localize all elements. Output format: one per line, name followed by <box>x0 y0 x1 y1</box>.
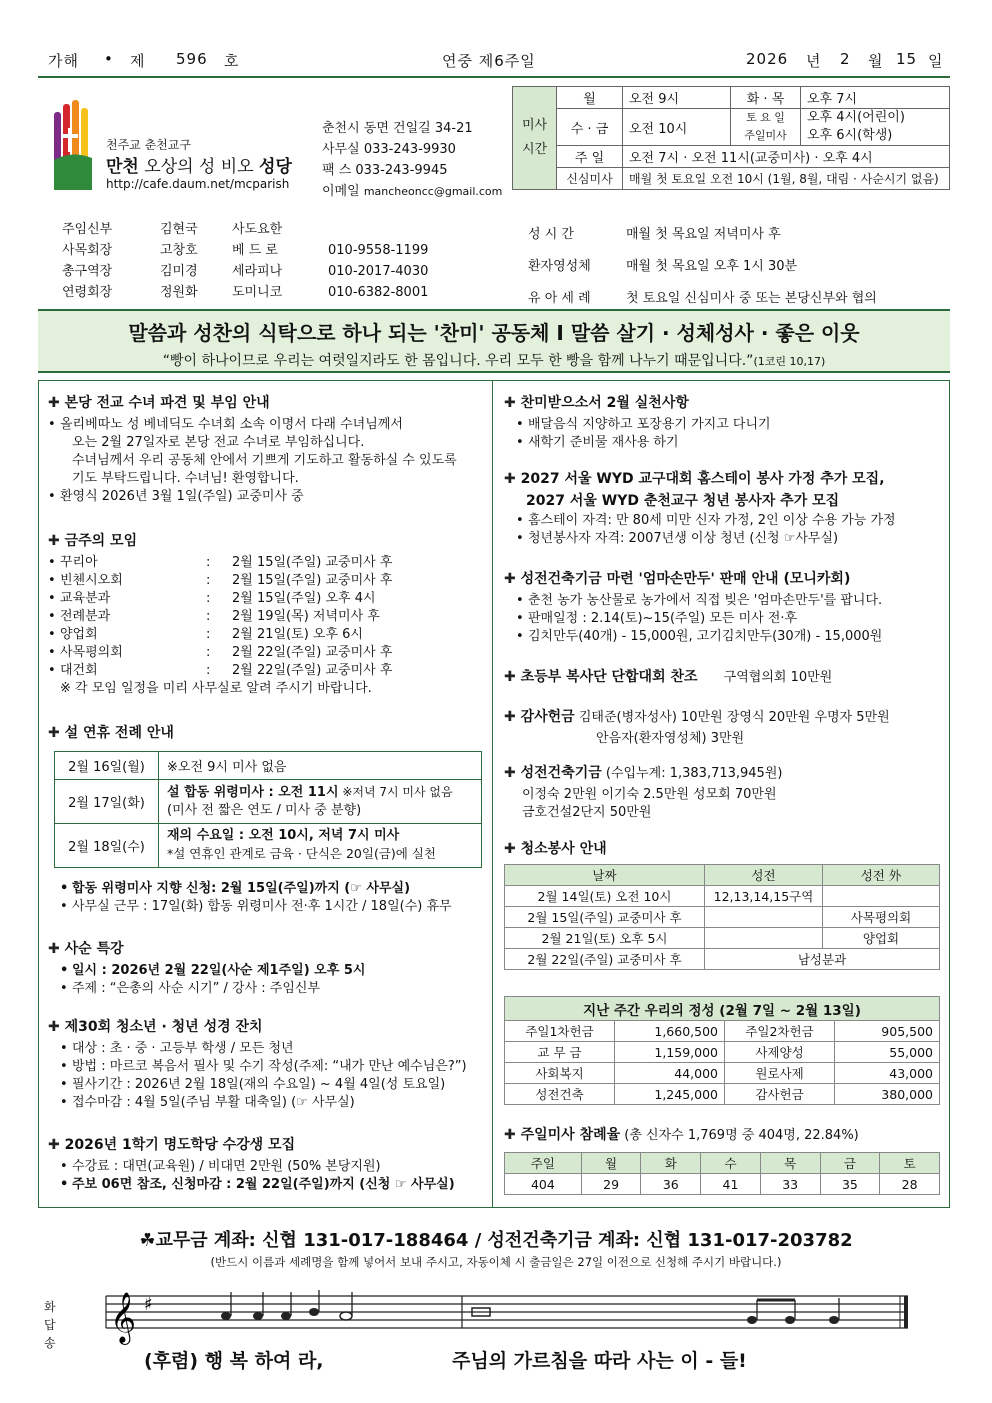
staff-role: 연령회장 <box>62 285 113 300</box>
notice-sister <box>48 394 457 506</box>
table-cell: 2월 21일(토) 오후 5시 <box>505 928 705 949</box>
fax-number: 033-243-9945 <box>355 163 448 178</box>
col-header: 금 <box>820 1153 880 1174</box>
parish-url[interactable]: http://cafe.daum.net/mcparish <box>106 177 290 191</box>
quote-ref: (1코린 10,17) <box>753 355 826 368</box>
liturgy-date: 2월 16일(월) <box>55 752 159 780</box>
offering-label: 주일2차헌금 <box>725 1021 835 1042</box>
section-title: ✚ 본당 전교 수녀 파견 및 부임 안내 <box>48 394 457 412</box>
staff-role: 주임신부 <box>62 222 113 237</box>
attendance-value: 35 <box>820 1174 880 1195</box>
list-item: • 배달음식 지양하고 포장용기 가지고 다니기 <box>516 416 771 434</box>
meeting-date: 2월 15일(주일) 교중미사 후 <box>232 555 393 570</box>
il: 일 <box>928 52 944 70</box>
motto-title: 말씀과 성찬의 식탁으로 하나 되는 '찬미' 공동체 Ⅰ 말씀 살기 · 성체성사 · 좋은 이웃 <box>128 321 860 345</box>
attendance-value: 36 <box>641 1174 701 1195</box>
attendance-summary: (총 신자수 1,769명 중 404명, 22.84%) <box>624 1128 859 1143</box>
list-item: • 올리베따노 성 베네딕도 수녀회 소속 이명서 다래 수녀님께서 <box>48 416 457 434</box>
list-item: • 환영식 2026년 3월 1일(주일) 교중미사 중 <box>48 488 457 506</box>
list-text: 오는 2월 27일자로 본당 전교 수녀로 부임하십니다. <box>72 435 365 450</box>
col-header: 토 <box>880 1153 940 1174</box>
meeting-date: 2월 21일(토) 오후 6시 <box>232 627 363 642</box>
je: 제 <box>130 52 146 70</box>
mass-day: 신심미사 <box>557 168 623 190</box>
service-label: 환자영성체 <box>528 259 591 274</box>
office-label: 사무실 <box>322 142 360 157</box>
meeting-name: 사목평의회 <box>60 645 123 660</box>
list-item: • 춘천 농가 농산물로 농가에서 직접 빚은 '엄마손만두'를 팝니다. <box>516 592 882 610</box>
staff-name: 김미경 <box>160 264 198 279</box>
meeting-name: 대건회 <box>60 663 98 678</box>
psalm-label-char: 송 <box>44 1336 56 1350</box>
cleaning-service <box>504 840 607 862</box>
issue-header <box>38 48 948 76</box>
col-header: 월 <box>581 1153 641 1174</box>
list-item: • 방법 : 마르코 복음서 필사 및 수기 작성(주제: “내가 만난 예수님은?”) <box>60 1058 467 1076</box>
parish-logo <box>52 100 94 192</box>
offering-amount: 905,500 <box>835 1021 940 1042</box>
liturgy-detail-main: 재의 수요일 : 오전 10시, 저녁 7시 미사 <box>167 828 400 843</box>
ho: 호 <box>224 52 240 70</box>
table-cell: 사목평의회 <box>823 907 940 928</box>
liturgy-table <box>54 751 482 868</box>
mass-schedule <box>512 86 950 190</box>
list-item: • 사무실 근무 : 17일(화) 합동 위령미사 전·후 1시간 / 18일(수) 휴무 <box>60 898 452 916</box>
mass-day: 토 요 일 <box>746 111 785 124</box>
meeting-note: ※ 각 모임 일정을 미리 사무실로 알려 주시기 바랍니다. <box>60 681 372 696</box>
meeting-date: 2월 22일(주일) 교중미사 후 <box>232 645 393 660</box>
section-title: ✚ 2026년 1학기 명도학당 수강생 모집 <box>48 1136 455 1154</box>
mass-time: 오전 9시 <box>623 87 731 109</box>
list-item: • 판매일정 : 2.14(토)~15(주일) 모든 미사 전·후 <box>516 610 882 628</box>
staff-role: 사목회장 <box>62 243 113 258</box>
colon: : <box>206 609 211 624</box>
attendance-value: 33 <box>760 1174 820 1195</box>
dumpling-sale <box>504 570 882 646</box>
parish-name-1: 만천 <box>106 157 139 177</box>
mass-label <box>513 87 557 190</box>
staff-phone: 010-9558-1199 <box>328 243 429 258</box>
myeongdo-school <box>48 1136 455 1194</box>
section-title: ✚ 주일미사 참례율 <box>504 1126 620 1144</box>
colon: : <box>206 663 211 678</box>
offering-title: 지난 주간 우리의 정성 (2월 7일 ~ 2월 13일) <box>505 997 940 1021</box>
thanks-offering <box>504 708 890 748</box>
col-header: 화 <box>641 1153 701 1174</box>
table-cell: 2월 22일(주일) 교중미사 후 <box>505 949 705 970</box>
lunar-new-year-liturgy <box>48 724 174 746</box>
weekly-meetings <box>48 532 392 698</box>
table-cell: 남성분과 <box>705 949 940 970</box>
staff-name: 김현국 <box>160 222 198 237</box>
church-building-fund <box>504 764 782 822</box>
services-list <box>528 219 877 315</box>
section-title: ✚ 사순 특강 <box>48 940 365 958</box>
list-item: • 김치만두(40개) - 15,000원, 고기김치만두(30개) - 15,000원 <box>516 628 882 646</box>
account-note: (반드시 이름과 세례명을 함께 넣어서 보내 주시고, 자동이체 시 출금일은 27일 이전으로 신청해 주시기 바랍니다.) <box>210 1255 782 1269</box>
staff-saint: 사도요한 <box>232 222 283 237</box>
section-title: ✚ 2027 서울 WYD 교구대회 홈스테이 봉사 가정 추가 모집, <box>504 470 896 488</box>
altar-server-donation <box>504 668 832 690</box>
offering-label: 성전건축 <box>505 1084 615 1105</box>
mass-time: 매월 첫 토요일 오전 10시 (1월, 8월, 대림 · 사순시기 없음) <box>623 168 950 190</box>
psalm-label <box>44 1298 56 1352</box>
colon: : <box>206 627 211 642</box>
attendance-value: 404 <box>505 1174 582 1195</box>
staff-phone: 010-6382-8001 <box>328 285 429 300</box>
table-cell: 2월 15일(주일) 교중미사 후 <box>505 907 705 928</box>
staff-saint: 세라피나 <box>232 264 283 279</box>
offering-label: 사제양성 <box>725 1042 835 1063</box>
table-cell <box>705 907 823 928</box>
year: 2026 <box>746 50 789 68</box>
laudato-si-practice <box>504 394 771 452</box>
staff-list <box>62 219 428 303</box>
service-value: 매월 첫 목요일 저녁미사 후 <box>626 227 781 242</box>
list-item: • 접수마감 : 4월 5일(주님 부활 대축일) (☞ 사무실) <box>60 1094 467 1112</box>
address: 춘천시 동면 건일길 34-21 <box>322 121 473 136</box>
attendance-value: 41 <box>701 1174 761 1195</box>
mass-day: 월 <box>557 87 623 109</box>
attendance-table <box>504 1152 940 1195</box>
section-title: ✚ 설 연휴 전례 안내 <box>48 724 174 742</box>
offering-amount: 380,000 <box>835 1084 940 1105</box>
table-cell: 2월 14일(토) 오전 10시 <box>505 886 705 907</box>
service-value: 첫 토요일 신심미사 중 또는 본당신부와 협의 <box>626 291 877 306</box>
offering-amount: 43,000 <box>835 1063 940 1084</box>
parish-name <box>106 152 292 177</box>
attendance-value: 28 <box>880 1174 940 1195</box>
gahae: 가해 <box>48 52 79 70</box>
colon: : <box>206 591 211 606</box>
col-header: 목 <box>760 1153 820 1174</box>
mass-time: 오후 6시(학생) <box>807 128 893 143</box>
donation-value: 구역협의회 10만원 <box>723 670 833 685</box>
col-header: 성전 外 <box>823 865 940 886</box>
col-header: 날짜 <box>505 865 705 886</box>
office-phone: 033-243-9930 <box>363 142 456 157</box>
offering-amount: 55,000 <box>835 1042 940 1063</box>
lyric-line: 주님의 가르침을 따라 사는 이 - 들! <box>452 1350 747 1372</box>
offering-label: 주일1차헌금 <box>505 1021 615 1042</box>
donation-value: 이정숙 2만원 이기숙 2.5만원 성모회 70만원 <box>522 787 777 802</box>
offering-label: 사회복지 <box>505 1063 615 1084</box>
email[interactable]: mancheoncc@gmail.com <box>363 185 503 198</box>
music-staff <box>100 1286 912 1348</box>
offering-amount: 1,660,500 <box>615 1021 725 1042</box>
liturgy-detail-main: 설 합동 위령미사 : 오전 11시 <box>167 785 339 800</box>
psalm-label-char: 화 <box>44 1300 56 1314</box>
list-item: • 청년봉사자 자격: 2007년생 이상 청년 (신청 ☞사무실) <box>516 530 896 548</box>
section-title: ✚ 금주의 모임 <box>48 532 392 550</box>
staff-saint: 도미니코 <box>232 285 283 300</box>
wyd-recruitment <box>504 470 896 548</box>
mass-day: 수 · 금 <box>557 109 623 146</box>
col-header: 성전 <box>705 865 823 886</box>
issue-number: 596 <box>176 50 208 68</box>
parish-contacts <box>322 118 502 202</box>
notes <box>221 1290 839 1324</box>
liturgy-detail: ※오전 9시 미사 없음 <box>159 752 482 780</box>
parish-name-3: 성당 <box>259 157 292 177</box>
meeting-name: 빈첸시오회 <box>60 573 123 588</box>
service-label: 유 아 세 례 <box>528 291 591 306</box>
donation-value: 김태준(병자성사) 10만원 장영식 20만원 우명자 5만원 <box>578 710 890 725</box>
wol: 월 <box>868 52 884 70</box>
offering-label: 원로사제 <box>725 1063 835 1084</box>
meeting-name: 꾸리아 <box>60 555 98 570</box>
parish-name-2: 오상의 성 비오 <box>144 157 254 177</box>
treble-clef: 𝄞 <box>110 1292 137 1343</box>
offering-table <box>504 996 940 1105</box>
psalm-label-char: 답 <box>44 1318 56 1332</box>
list-text: 수녀님께서 우리 공동체 안에서 기쁘게 기도하고 활동하실 수 있도록 <box>72 453 457 468</box>
meeting-name: 교육분과 <box>60 591 111 606</box>
liturgy-date: 2월 17일(화) <box>55 780 159 824</box>
bible-festival <box>48 1018 467 1112</box>
offering-amount: 1,245,000 <box>615 1084 725 1105</box>
table-cell: 양업회 <box>823 928 940 949</box>
day: 15 <box>896 50 918 68</box>
list-item: • 새학기 준비물 재사용 하기 <box>516 434 771 452</box>
table-cell <box>705 928 823 949</box>
liturgy-date: 2월 18일(수) <box>55 824 159 868</box>
offering-amount: 44,000 <box>615 1063 725 1084</box>
col-header: 수 <box>701 1153 761 1174</box>
header-rule <box>38 76 950 78</box>
offering-amount: 1,159,000 <box>615 1042 725 1063</box>
section-title: ✚ 찬미받으소서 2월 실천사항 <box>504 394 771 412</box>
section-title: ✚ 초등부 복사단 단합대회 찬조 <box>504 668 698 686</box>
meeting-date: 2월 19일(목) 저녁미사 후 <box>232 609 380 624</box>
list-text: 기도 부탁드립니다. 수녀님! 환영합니다. <box>72 471 299 486</box>
table-cell <box>823 886 940 907</box>
section-title-2: 2027 서울 WYD 춘천교구 청년 봉사자 추가 모집 <box>526 493 840 509</box>
staff-saint: 베 드 로 <box>232 243 278 258</box>
quote-text: “빵이 하나이므로 우리는 여럿일지라도 한 몸입니다. 우리 모두 한 빵을 함께 나누기 때문입니다.” <box>162 353 754 369</box>
list-item: • 일시 : 2026년 2월 22일(사순 제1주일) 오후 5시 <box>60 962 365 980</box>
motto-banner <box>38 309 950 373</box>
meeting-date: 2월 15일(주일) 교중미사 후 <box>232 573 393 588</box>
section-title: ✚ 성전건축기금 <box>504 764 602 782</box>
section-title: ✚ 감사헌금 <box>504 708 575 726</box>
list-item: • 주제 : “은총의 사순 시기” / 강사 : 주임신부 <box>60 980 365 998</box>
colon: : <box>206 573 211 588</box>
list-item: • 대상 : 초 · 중 · 고등부 학생 / 모든 청년 <box>60 1040 467 1058</box>
list-item: • 필사기간 : 2026년 2월 18일(재의 수요일) ~ 4월 4일(성 토요일) <box>60 1076 467 1094</box>
mass-attendance <box>504 1126 859 1148</box>
donation-value: 안음자(환자영성체) 3만원 <box>596 731 745 746</box>
table-cell: 12,13,14,15구역 <box>705 886 823 907</box>
mass-label-1: 미사 <box>521 118 548 133</box>
mass-time: 오전 10시 <box>623 109 731 146</box>
dot: • <box>104 50 114 68</box>
section-title: ✚ 제30회 청소년 · 청년 성경 잔치 <box>48 1018 467 1036</box>
list-item: • 홈스테이 자격: 만 80세 미만 신자 가정, 2인 이상 수용 가능 가정 <box>516 512 896 530</box>
nyeon: 년 <box>806 52 822 70</box>
colon: : <box>206 645 211 660</box>
lent-lecture <box>48 940 365 998</box>
meeting-date: 2월 22일(주일) 교중미사 후 <box>232 663 393 678</box>
attendance-value: 29 <box>581 1174 641 1195</box>
list-item: • 수강료 : 대면(교육원) / 비대면 2만원 (50% 본당지원) <box>60 1158 455 1176</box>
meeting-name: 전례분과 <box>60 609 111 624</box>
liturgy-notes <box>60 880 452 916</box>
staff-phone: 010-2017-4030 <box>328 264 429 279</box>
mass-label-2: 시간 <box>521 142 548 157</box>
meeting-name: 양업회 <box>60 627 98 642</box>
colon: : <box>206 555 211 570</box>
column-divider <box>492 380 493 1208</box>
donation-value: 금호건설2단지 50만원 <box>522 805 652 820</box>
staff-role: 총구역장 <box>62 264 113 279</box>
cleaning-table <box>504 864 940 970</box>
mass-day: 주 일 <box>557 146 623 168</box>
email-label: 이메일 <box>322 184 360 199</box>
meeting-date: 2월 15일(주일) 오후 4시 <box>232 591 376 606</box>
section-title: ✚ 청소봉사 안내 <box>504 840 607 858</box>
offering-label: 교 무 금 <box>505 1042 615 1063</box>
section-title: ✚ 성전건축기금 마련 '엄마손만두' 판매 안내 (모니카회) <box>504 570 882 588</box>
mass-time: 오후 4시(어린이) <box>807 110 905 125</box>
list-item: • 합동 위령미사 지향 신청: 2월 15일(주일)까지 (☞ 사무실) <box>60 880 452 898</box>
fund-total: (수입누계: 1,383,713,945원) <box>605 766 783 781</box>
fax-label: 팩 스 <box>322 163 352 178</box>
col-header: 주일 <box>505 1153 582 1174</box>
staff-name: 정원화 <box>160 285 198 300</box>
mass-day: 화 · 목 <box>731 87 801 109</box>
sharp-sign: ♯ <box>144 1294 153 1315</box>
staff-name: 고창호 <box>160 243 198 258</box>
lyric-refrain: (후렴) 행 복 하여 라, <box>144 1350 324 1372</box>
liturgy-detail-note: ※저녁 7시 미사 없음 <box>338 785 453 799</box>
liturgical-week: 연중 제6주일 <box>442 52 536 70</box>
liturgy-detail-sub: *설 연휴인 관계로 금육 · 단식은 20일(금)에 실천 <box>167 846 436 861</box>
mass-time: 오후 7시 <box>801 87 950 109</box>
month: 2 <box>840 50 851 68</box>
service-label: 성 시 간 <box>528 227 574 242</box>
mass-day: 주일미사 <box>744 129 787 142</box>
offering-label: 감사헌금 <box>725 1084 835 1105</box>
service-value: 매월 첫 목요일 오후 1시 30분 <box>626 259 798 274</box>
motto-quote <box>38 346 950 370</box>
diocese: 천주교 춘천교구 <box>106 138 191 152</box>
liturgy-detail-sub: (미사 전 짧은 연도 / 미사 중 분향) <box>167 803 362 818</box>
account-info: ☘교무금 계좌: 신협 131-017-188464 / 성전건축기금 계좌: 신협 131-017-203782 <box>139 1230 853 1251</box>
mass-time: 오전 7시 · 오전 11시(교중미사) · 오후 4시 <box>623 146 950 168</box>
list-item: • 주보 06면 참조, 신청마감 : 2월 22일(주일)까지 (신청 ☞ 사무실) <box>60 1176 455 1194</box>
